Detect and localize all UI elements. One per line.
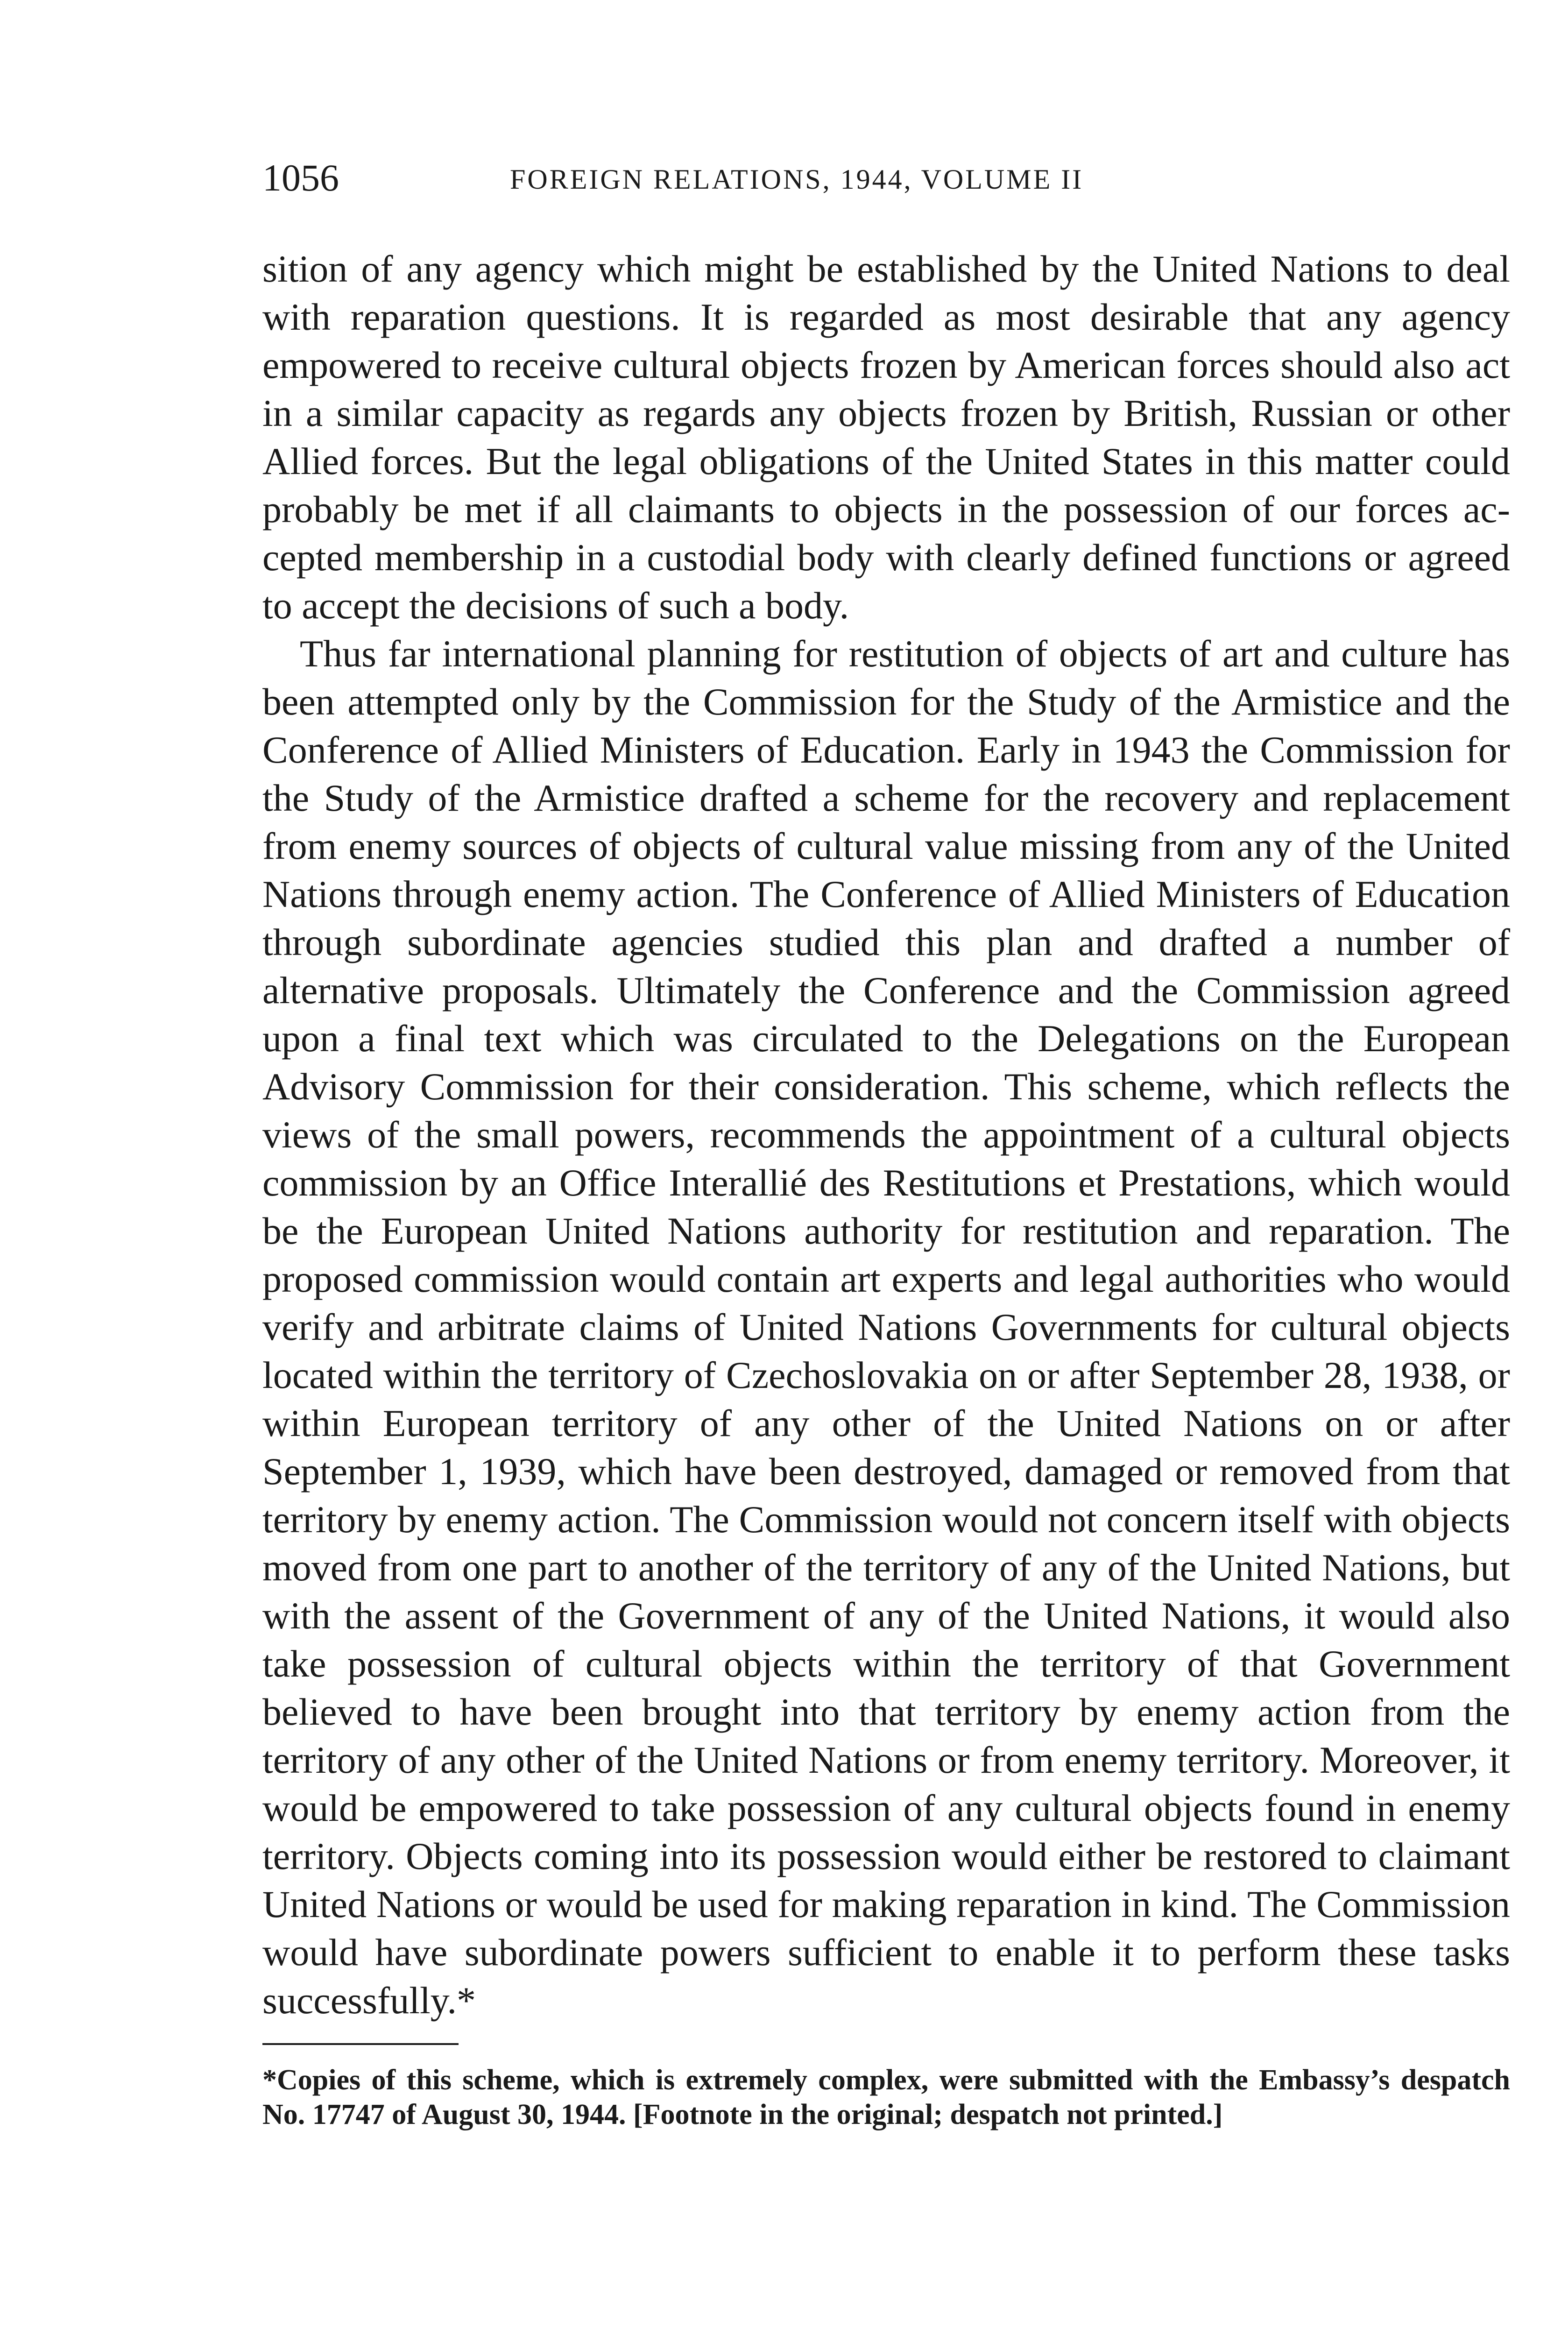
footnote: *Copies of this scheme, which is extremely complex, were submitted with the Embassy’s despatch No. 17747 of August 30, 1944. [Footnote in the original; despatch not printed.]: [262, 2064, 1510, 2130]
body-paragraph-1: sition of any agency which might be established by the United Nations to deal with reparation questions. It is regarded as most desirable that any agency empowered to receive cultural objects frozen by American forces should also act in a similar capacity as regards any objects frozen by British, Russian or other Allied forces. But the legal obligations of the United States in this matter could probably be met if all claimants to objects in the possession of our forces accepted membership in a custodial body with clearly defined functions or agreed to accept the decisions of such a body.: [262, 248, 1510, 627]
running-head: [262, 156, 1510, 215]
document-page: [262, 156, 1510, 2132]
footnote-divider: [262, 2043, 459, 2045]
running-title: FOREIGN RELATIONS, 1944, VOLUME II: [510, 164, 1084, 195]
body-paragraph-2: Thus far international planning for restitution of objects of art and culture has been attempted only by the Commission for the Study of the Armistice and the Conference of Allied Ministers of Education. Early in 1943 the Commission for the Study of the Armistice drafted a scheme for the recovery and replacement from enemy sources of objects of cultural value missing from any of the United Nations through enemy action. The Conference of Allied Ministers of Education through subordinate agencies studied this plan and drafted a number of alternative proposals. Ultimately the Conference and the Commission agreed upon a final text which was circulated to the Delegations on the European Advisory Commission for their consideration. This scheme, which reflects the views of the small powers, recommends the appointment of a cultural objects commission by an Office Interallié des Restitutions et Prestations, which would be the European United Nations authority for restitution and reparation. The proposed commission would contain art experts and legal authorities who would verify and arbitrate claims of United Nations Governments for cultural objects located within the territory of Czechoslovakia on or after September 28, 1938, or within European territory of any other of the United Nations on or after September 1, 1939, which have been destroyed, damaged or removed from that territory by enemy action. The Commission would not concern itself with objects moved from one part to another of the territory of any of the United Nations, but with the assent of the Government of any of the United Nations, it would also take possession of cultural objects within the territory of that Government believed to have been brought into that territory by enemy action from the territory of any other of the United Nations or from enemy territory. Moreover, it would be empowered to take possession of any cultural objects found in enemy territory. Objects coming into its possession would either be restored to claimant United Nations or would be used for making reparation in kind. The Commission would have subordinate powers sufficient to enable it to perform these tasks successfully.*: [262, 632, 1510, 2022]
page-number: 1056: [262, 156, 339, 199]
